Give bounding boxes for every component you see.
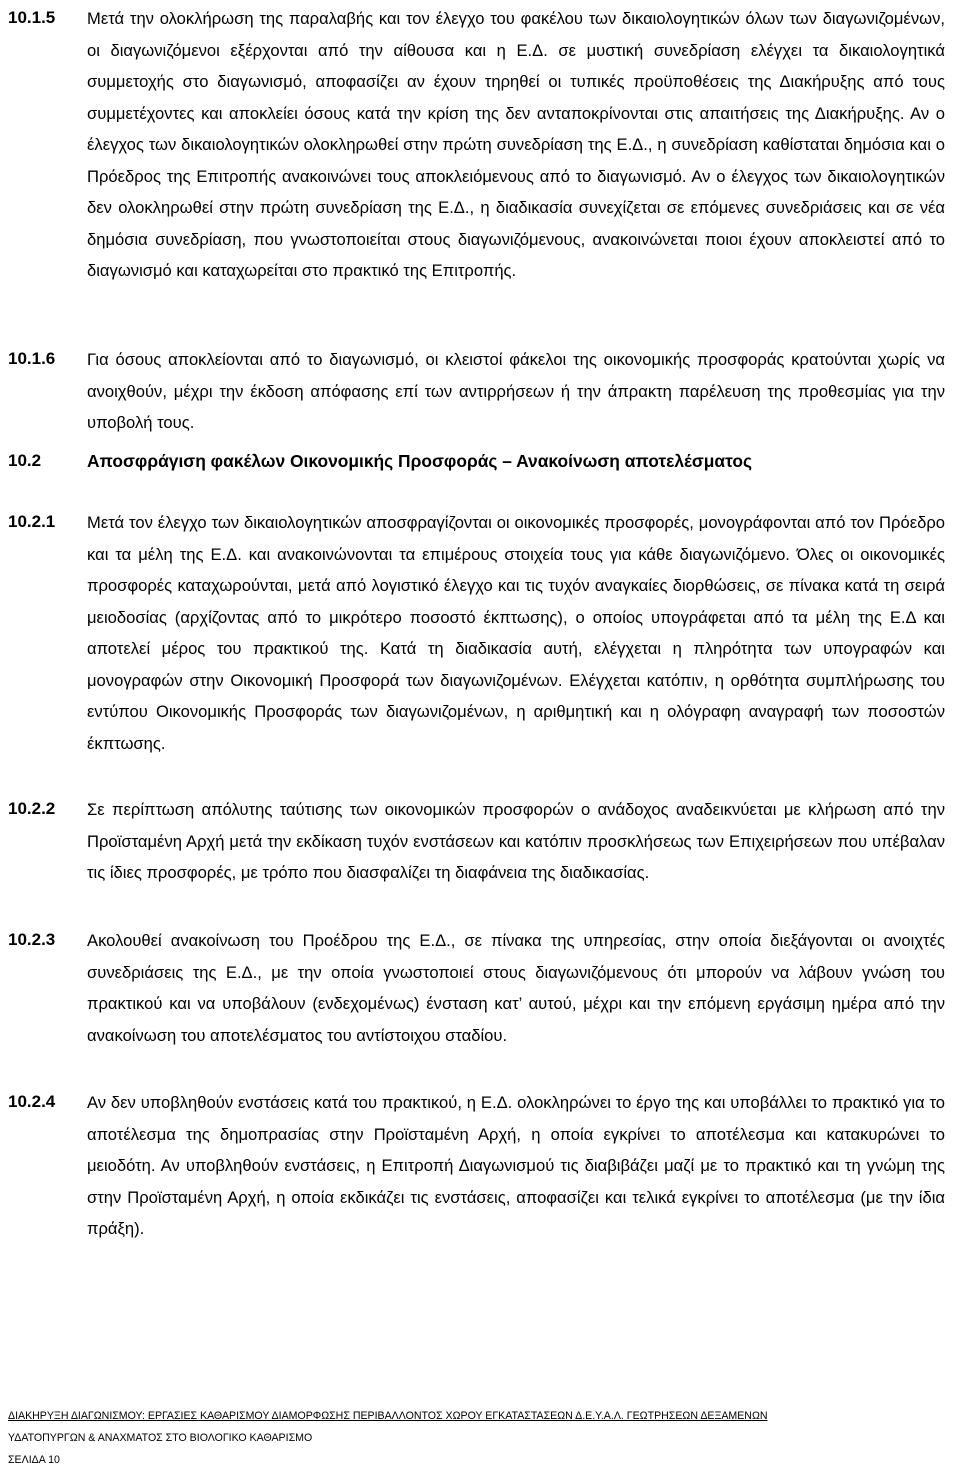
section-number: 10.2.2 [8, 799, 56, 818]
page-number: ΣΕΛΙΔΑ 10 [8, 1454, 60, 1466]
section-10-2-1 [0, 507, 945, 759]
section-10-2-2 [0, 794, 945, 889]
section-10-1-6 [0, 344, 945, 439]
section-text: Σε περίπτωση απόλυτης ταύτισης των οικονομικών προσφορών ο ανάδοχος αναδεικνύεται με κλήρωση από την Προϊσταμένη Αρχή μετά την εκδίκαση τυχόν ενστάσεων και κατόπιν προσκλήσεως των Επιχειρήσεων που υπέβαλαν τις ίδιες προσφορές, με τρόπο που διασφαλίζει τη διαφάνεια της διαδικασίας. [87, 800, 945, 882]
section-text: Για όσους αποκλείονται από το διαγωνισμό, οι κλειστοί φάκελοι της οικονομικής προσφοράς κρατούνται χωρίς να ανοιχθούν, μέχρι την έκδοση απόφασης επί των αντιρρήσεων ή την άπρακτη παρέλευση της προθεσμίας για την υποβολή τους. [87, 350, 945, 432]
section-number: 10.1.6 [8, 349, 56, 368]
section-10-2-heading [0, 446, 945, 478]
section-10-1-5 [0, 3, 945, 287]
section-number: 10.2.3 [8, 930, 56, 949]
section-text: Μετά τον έλεγχο των δικαιολογητικών αποσφραγίζονται οι οικονομικές προσφορές, μονογράφονται από τον Πρόεδρο και τα μέλη της Ε.Δ. και ανακοινώνονται τα επιμέρους στοιχεία τους για κάθε διαγωνιζόμενο. Όλες οι οικονομικές προσφορές καταχωρούνται, μετά από λογιστικό έλεγχο και τις τυχόν αναγκαίες διορθώσεις, σε πίνακα κατά τη σειρά μειοδοσίας (αρχίζοντας από το μικρότερο ποσοστό έκπτωσης), ο οποίος υπογράφεται από τα μέλη της Ε.Δ και αποτελεί μέρος του πρακτικού της. Κατά τη διαδικασία αυτή, ελέγχεται η πληρότητα των υπογραφών και μονογραφών στην Οικονομική Προσφορά των διαγωνιζομένων. Ελέγχεται κατόπιν, η ορθότητα συμπλήρωσης του εντύπου Οικονομικής Προσφοράς των διαγωνιζομένων, η αριθμητική και η ολόγραφη αναγραφή των ποσοστών έκπτωσης. [87, 513, 945, 753]
section-heading: Αποσφράγιση φακέλων Οικονομικής Προσφοράς – Ανακοίνωση αποτελέσματος [87, 451, 753, 471]
section-text: Μετά την ολοκλήρωση της παραλαβής και τον έλεγχο του φακέλου των δικαιολογητικών όλων των διαγωνιζομένων, οι διαγωνιζόμενοι εξέρχονται από την αίθουσα και η Ε.Δ. σε μυστική συνεδρίαση ελέγχει τα δικαιολογητικά συμμετοχής στο διαγωνισμό, αποφασίζει αν έχουν τηρηθεί οι τυπικές προϋποθέσεις της Διακήρυξης από τους συμμετέχοντες και αποκλείει όσους κατά την κρίση της δεν ανταποκρίνονται στις απαιτήσεις της Διακήρυξης. Αν ο έλεγχος των δικαιολογητικών ολοκληρωθεί στην πρώτη συνεδρίαση της Ε.Δ., η συνεδρίαση καθίσταται δημόσια και ο Πρόεδρος της Επιτροπής ανακοινώνει τους αποκλειόμενους από το διαγωνισμό. Αν ο έλεγχος των δικαιολογητικών δεν ολοκληρωθεί στην πρώτη συνεδρίαση της Ε.Δ., η διαδικασία συνεχίζεται σε επόμενες συνεδριάσεις και σε νέα δημόσια συνεδρίαση, που γνωστοποιείται στους διαγωνιζόμενους, ανακοινώνεται ποιοι έχουν αποκλειστεί από το διαγωνισμό και καταχωρείται στο πρακτικό της Επιτροπής. [87, 9, 945, 280]
section-number: 10.2 [8, 451, 42, 470]
footer-title-line-2: ΥΔΑΤΟΠΥΡΓΩΝ & ΑΝΑΧΜΑΤΟΣ ΣΤΟ ΒΙΟΛΟΓΙΚΟ ΚΑΘΑΡΙΣΜΟ [8, 1432, 313, 1444]
section-text: Ακολουθεί ανακοίνωση του Προέδρου της Ε.Δ., σε πίνακα της υπηρεσίας, στην οποία διεξάγονται οι ανοιχτές συνεδριάσεις της Ε.Δ., με την οποία γνωστοποιεί στους διαγωνιζόμενους ότι μπορούν να λάβουν γνώση του πρακτικού και να υποβάλουν (ενδεχομένως) ένσταση κατ’ αυτού, μέχρι και την επόμενη εργάσιμη ημέρα από την ανακοίνωση του αποτελέσματος του αντίστοιχου σταδίου. [87, 931, 945, 1045]
section-number: 10.2.4 [8, 1092, 56, 1111]
footer-title-line-1: ΔΙΑΚΗΡΥΞΗ ΔΙΑΓΩΝΙΣΜΟΥ: ΕΡΓΑΣΙΕΣ ΚΑΘΑΡΙΣΜΟΥ ΔΙΑΜΟΡΦΩΣΗΣ ΠΕΡΙΒΑΛΛΟΝΤΟΣ ΧΩΡΟΥ ΕΓΚΑΤΑΣΤΑΣΕΩΝ Δ.Ε.Υ.Α.Λ. ΓΕΩΤΡΗΣΕΩΝ ΔΕΞΑΜΕΝΩΝ [8, 1410, 768, 1422]
section-number: 10.1.5 [8, 8, 56, 27]
section-10-2-3 [0, 925, 945, 1051]
section-text: Αν δεν υποβληθούν ενστάσεις κατά του πρακτικού, η Ε.Δ. ολοκληρώνει το έργο της και υποβάλλει το πρακτικό για το αποτέλεσμα της δημοπρασίας στην Προϊσταμένη Αρχή, η οποία εγκρίνει το αποτέλεσμα και κατακυρώνει το μειοδότη. Αν υποβληθούν ενστάσεις, η Επιτροπή Διαγωνισμού τις διαβιβάζει μαζί με το πρακτικό και τη γνώμη της στην Προϊσταμένη Αρχή, η οποία εκδικάζει τις ενστάσεις, αποφασίζει και τελικά εγκρίνει το αποτέλεσμα (με την ίδια πράξη). [87, 1093, 945, 1238]
section-10-2-4 [0, 1087, 945, 1245]
section-number: 10.2.1 [8, 512, 56, 531]
